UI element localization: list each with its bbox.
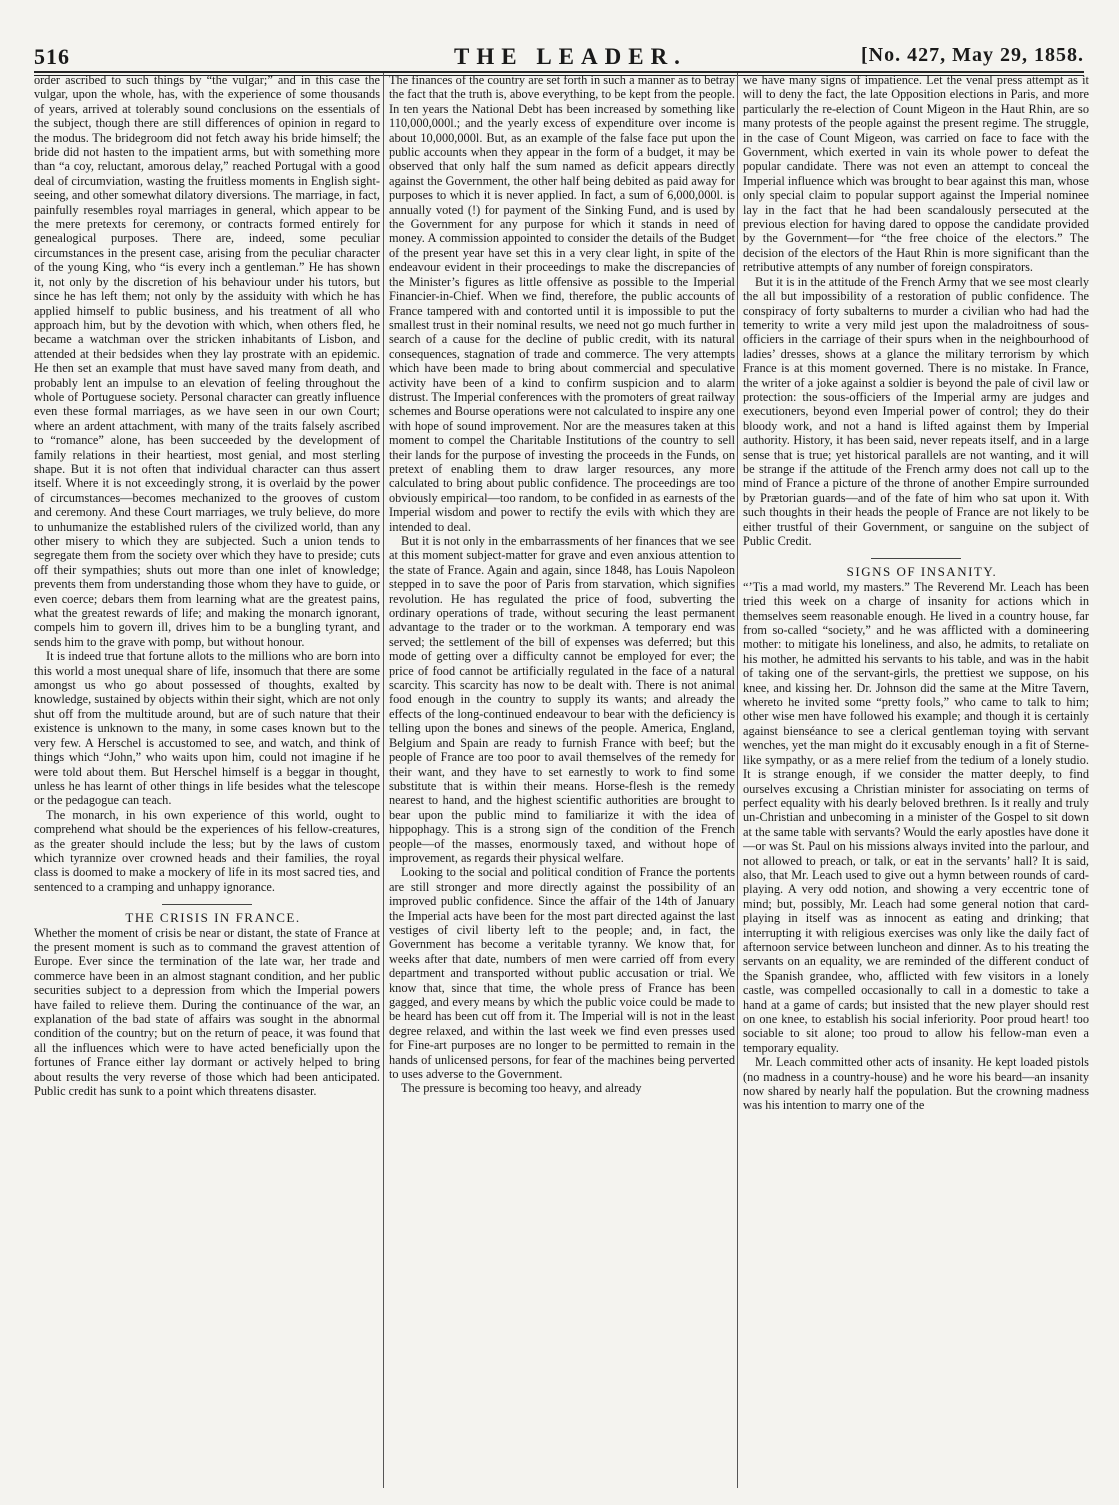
paragraph: order ascribed to such things by “the vulgar;” and in this case the vulgar, upon the whole, has, with the experience of some thousands of years, arrived at tolerably sound conclusions on the essentials of the subject, though there are still differences of opinion in regard to the modus. The bridegroom did not fetch away his bride himself; the bride did not hasten to the impatient arms, but with something more than “a coy, reluctant, amorous delay,” reached Portugal with a good deal of circumviation, wasting the fruitless moments in English sight-seeing, and other somewhat dilatory diversions. The marriage, in fact, painfully resembles royal marriages in general, which appear to be the mere pretexts for ceremony, or contracts formed entirely for genealogical purposes. There are, indeed, some peculiar circumstances in the present case, arising from the peculiar character of the young King, who “is every inch a gentleman.” He has shown it, not only by the discretion of his behaviour under his tutors, but since he has left them; not only by the assiduity with which he has applied himself to public business, and his treatment of all who approach him, but by the devotion with which, when others fled, he became a watchman over the stricken inhabitants of Lisbon, and attended at their bedsides when they lay prostrate with an epidemic. He then set an example that must have saved many from death, and probably lent an impulse to an elevation of feeling throughout the whole of Portuguese society. Personal character can greatly influence even these formal marriages, as we have seen in our own Court; where an ardent attachment, with many of the traits falsely ascribed to “romance” alone, has been succeeded by the development of family relations in their heartiest, most genial, and most sterling shape. But it is not often that individual character can thus assert itself. Where it is not exceedingly strong, it is overlaid by the power of circumstances—becomes mechanized to the grooves of custom and ceremony. And these Court marriages, we truly believe, do more to unhumanize the established rulers of the civilized world, than any other misery to which they are subjected. Such a union tends to segregate them from the society over which they have to preside; cuts off their sympathies; shuts out more than one inlet of knowledge; prevents them from understanding those whom they have to guide, or even coerce; debars them from learning what are the greatest pains, what the greatest rewards of life; and making the monarch ignorant, compels him to govern ill, drives him to be a bungling tyrant, and sends him to the grave with pomp, but without honour.: [34, 73, 380, 649]
paragraph: It is indeed true that fortune allots to the millions who are born into this world a most unequal share of life, insomuch that there are some amongst us who go about possessed of thoughts, exalted by knowledge, sustained by objects within their sight, which are not only shut off from the multitude around, but are of such nature that their existence is unknown to the many, in some cases known but to the very few. A Herschel is accustomed to see, and watch, and think of things which “John,” who waits upon him, could not imagine if he were told about them. But Herschel himself is a beggar in thought, unless he has learnt of other things in life besides what the telescope or the pedagogue can teach.: [34, 649, 380, 808]
column-2: [389, 73, 735, 1488]
paragraph: Whether the moment of crisis be near or distant, the state of France at the present moment is such as to command the gravest attention of Europe. Ever since the termination of the late war, her trade and commerce have been in an almost stagnant condition, and her public securities subject to a depression from which the Imperial powers have failed to relieve them. During the continuance of the war, an explanation of the bad state of affairs was sought in the abnormal condition of the country; but on the return of peace, it was found that all the influences which were to have acted beneficially upon the fortunes of France either lay dormant or actively helped to bring about results the very reverse of those which had been anticipated. Public credit has sunk to a point which threatens disaster.: [34, 925, 380, 1099]
paragraph: Mr. Leach committed other acts of insanity. He kept loaded pistols (no madness in a country-house) and he wore his beard—an insanity now shared by nearly half the population. But the crowning madness was his intention to marry one of the: [743, 1055, 1089, 1113]
article-title-crisis: THE CRISIS IN FRANCE.: [125, 910, 301, 926]
paragraph: Looking to the social and political condition of France the portents are still stronger and more directly against the possibility of an improved public confidence. Since the affair of the 14th of January the Imperial acts have been for the most part directed against the last vestiges of civil liberty left to the people; and, in fact, the Government has become a veritable tyranny. We know that, for weeks after that date, numbers of men were carried off from every department and transported without public accusation or trial. We know that, since that time, the whole press of France has been gagged, and every means by which the public voice could be made to be heard has been cut off from it. The Imperial will is not in the least degree relaxed, and within the last week we find even presses used for Fine-art purposes are no longer to be permitted to remain in the hands of unlicensed persons, for fear of the machines being perverted to uses adverse to the Government.: [389, 865, 735, 1082]
masthead-title: THE LEADER.: [454, 44, 687, 69]
paragraph: “’Tis a mad world, my masters.” The Reverend Mr. Leach has been tried this week on a charge of insanity for actions which in themselves seem reasonable enough. He lived in a country house, far from so-called “society,” and he was afflicted with a domineering mother: to mitigate his loneliness, and also, he admits, to retaliate on his mother, he admitted his servants to his table, and was in the habit of taking one of the servant-girls, the prettiest we suppose, on his knee, and kissing her. Dr. Johnson did the same at the Mitre Tavern, whereto he invited some “pretty fools,” who came to talk to him; other wise men have followed his example; and though it is certainly against bienséance to see a clerical gentleman toying with servant wenches, yet the man might do it excusably enough in a fit of Sterne-like sympathy, or as a mere relief from the tedium of a lonely studio. It is strange enough, if we consider the matter deeply, to find ourselves excusing a Christian minister for associating on terms of perfect equality with his dearly beloved brethren. Is it really and truly un-Christian and unbecoming in a minister of the Gospel to sit down at the same table with servants? Would the early apostles have done it—or was St. Paul on his missions always invited into the parlour, and not allowed to preach, or talk, or eat in the servants’ hall? It is said, also, that Mr. Leach used to give out a hymn between rounds of card-playing. A very odd notion, and showing a very eccentric tone of mind; but, possibly, Mr. Leach had some general notion that card-playing in itself was as innocent as eating and drinking; that interrupting it with religious exercises was only like the daily fact of afternoon service between luncheon and dinner. As to his treating the servants on an equality, we are reminded of the different conduct of the Spanish grandee, who, afflicted with few visitors in a lonely castle, was compelled occasionally to call in a domestic to take a hand at a game of cards; but insisted that the new player should rest on one knee, to establish his social inferiority. Poor proud heart! too sociable to sit alone; too proud to allow his fellow-man even a temporary equality.: [743, 579, 1089, 1055]
paragraph: The finances of the country are set forth in such a manner as to betray the fact that the truth is, above everything, to be kept from the people. In ten years the National Debt has been increased by something like 110,000,000l.; and the yearly excess of expenditure over income is about 10,000,000l. But, as an example of the false face put upon the public accounts when they appear in the form of a budget, it may be observed that only half the sum named as deficit appears directly against the Government, the other half being debited as paid away for purposes to which it is never applied. In fact, a sum of 6,000,000l. is annually voted (!) for payment of the Sinking Fund, and is used by the Government for any purpose for which it stands in need of money. A commission appointed to consider the details of the Budget of the present year have set this in a very clear light, in spite of the endeavour evident in their proceedings to make the discrepancies of the Minister’s figures as little offensive as possible to the Imperial Financier-in-Chief. When we find, therefore, the public accounts of France tampered with and contorted until it is impossible to put the smallest trust in their nominal results, we need not go much further in search of a cause for the decline of public credit, with its natural consequences, stagnation of trade and commerce. The very attempts which have been made to bring about commercial and speculative activity have been of a kind to confirm suspicion and to alarm distrust. The Imperial conferences with the promoters of great railway schemes and Bourse operations were not calculated to inspire any one with hope of sound improvement. Nor are the measures taken at this moment to compel the Charitable Institutions of the country to sell their lands for the purpose of investing the proceeds in the Funds, on pretext of enabling them to draw larger resources, any more calculated to bring about public confidence. The proceedings are too obviously empirical—too random, to be confided in as earnests of the Imperial wisdom and power to rectify the evils with which they are intended to deal.: [389, 73, 735, 534]
section-separator: [162, 904, 252, 905]
paragraph: The pressure is becoming too heavy, and already: [401, 1081, 642, 1096]
page-header: [34, 44, 1084, 70]
article-title-insanity: SIGNS OF INSANITY.: [846, 564, 998, 580]
column-3: [743, 73, 1089, 1488]
paragraph: we have many signs of impatience. Let the venal press attempt as it will to deny the fact, the late Opposition elections in Paris, and more particularly the re-election of Count Migeon in the Haut Rhin, are so many protests of the people against the present regime. The struggle, in the case of Count Migeon, was carried on face to face with the Government, which exerted in vain its whole power to defeat the popular candidate. There was not even an attempt to conceal the Imperial influence which was brought to bear against this man, whose only special claim to popular support against the Imperial nominee lay in the fact that he had been scandalously persecuted at the previous election for having dared to oppose the candidate provided by the Government—for “the free choice of the electors.” The decision of the electors of the Haut Rhin is more significant than the retributive attempts of any number of foreign conspirators.: [743, 73, 1089, 275]
issue-info: [No. 427, May 29, 1858.: [861, 44, 1084, 66]
page-number: 516: [34, 44, 70, 69]
paragraph: The monarch, in his own experience of this world, ought to comprehend what should be the experiences of his fellow-creatures, as the greater should include the less; but by the laws of custom which tyrannize over crowned heads and their families, the royal class is doomed to make a mockery of life in its most sacred ties, and sentenced to a cramping and unhappy ignorance.: [34, 807, 380, 894]
section-separator: [871, 558, 961, 559]
column-divider: [383, 73, 384, 1488]
column-1: [34, 73, 380, 1488]
paragraph: But it is not only in the embarrassments of her finances that we see at this moment subject-matter for grave and even anxious attention to the state of France. Again and again, since 1848, has Louis Napoleon stepped in to save the poor of Paris from starvation, which signifies revolution. He has regulated the price of food, subverting the ordinary operations of trade, without securing the least permanent advantage to the trader or to the workman. A temporary end was served; the settlement of the bill of expenses was deferred; but this mode of getting over a difficulty cannot be employed for ever; the price of food cannot be artificially regulated in the face of a natural scarcity. This scarcity has now to be dealt with. There is not animal food enough in the country to supply its wants; and already the effects of the long-continued endeavour to bear with the deficiency is telling upon the bones and sinews of the people. America, England, Belgium and Spain are ready to furnish France with beef; but the people of France are too poor to avail themselves of the remedy for their want, and they have to set earnestly to work to find some substitute that is within their means. Horse-flesh is the remedy nearest to hand, and the highest scientific authorities are brought to bear upon the public mind to familiarize it with the idea of hippophagy. This is a strong sign of the condition of the French people—of the masses, enormously taxed, and without hope of improvement, as regards their physical welfare.: [389, 534, 735, 865]
paragraph: But it is in the attitude of the French Army that we see most clearly the all but impossibility of a restoration of public confidence. The conspiracy of forty subalterns to murder a civilian who had had the temerity to write a very mild jest upon the maladroitness of sous-officiers in the carriage of their spurs when in the neighbourhood of ladies’ dresses, shows at a glance the military terrorism by which France is at this moment governed. There is no mistake. In France, the writer of a joke against a soldier is beyond the pale of civil law or protection: the sous-officiers of the Imperial army are judges and executioners, beyond even Imperial power of control; they do their bloody work, and not a hand is lifted against them by Imperial authority. History, it has been said, never repeats itself, and in a large sense that is true; yet historical parallels are not wanting, and it will be strange if the attitude of the French army does not call up to the mind of France a picture of the throne of another Empire surrounded by Prætorian guards—and of the fate of him who sat upon it. With such thoughts in their heads the people of France are not likely to be either trustful of their Government, or sanguine on the subject of Public Credit.: [743, 274, 1089, 548]
column-divider: [737, 73, 738, 1488]
